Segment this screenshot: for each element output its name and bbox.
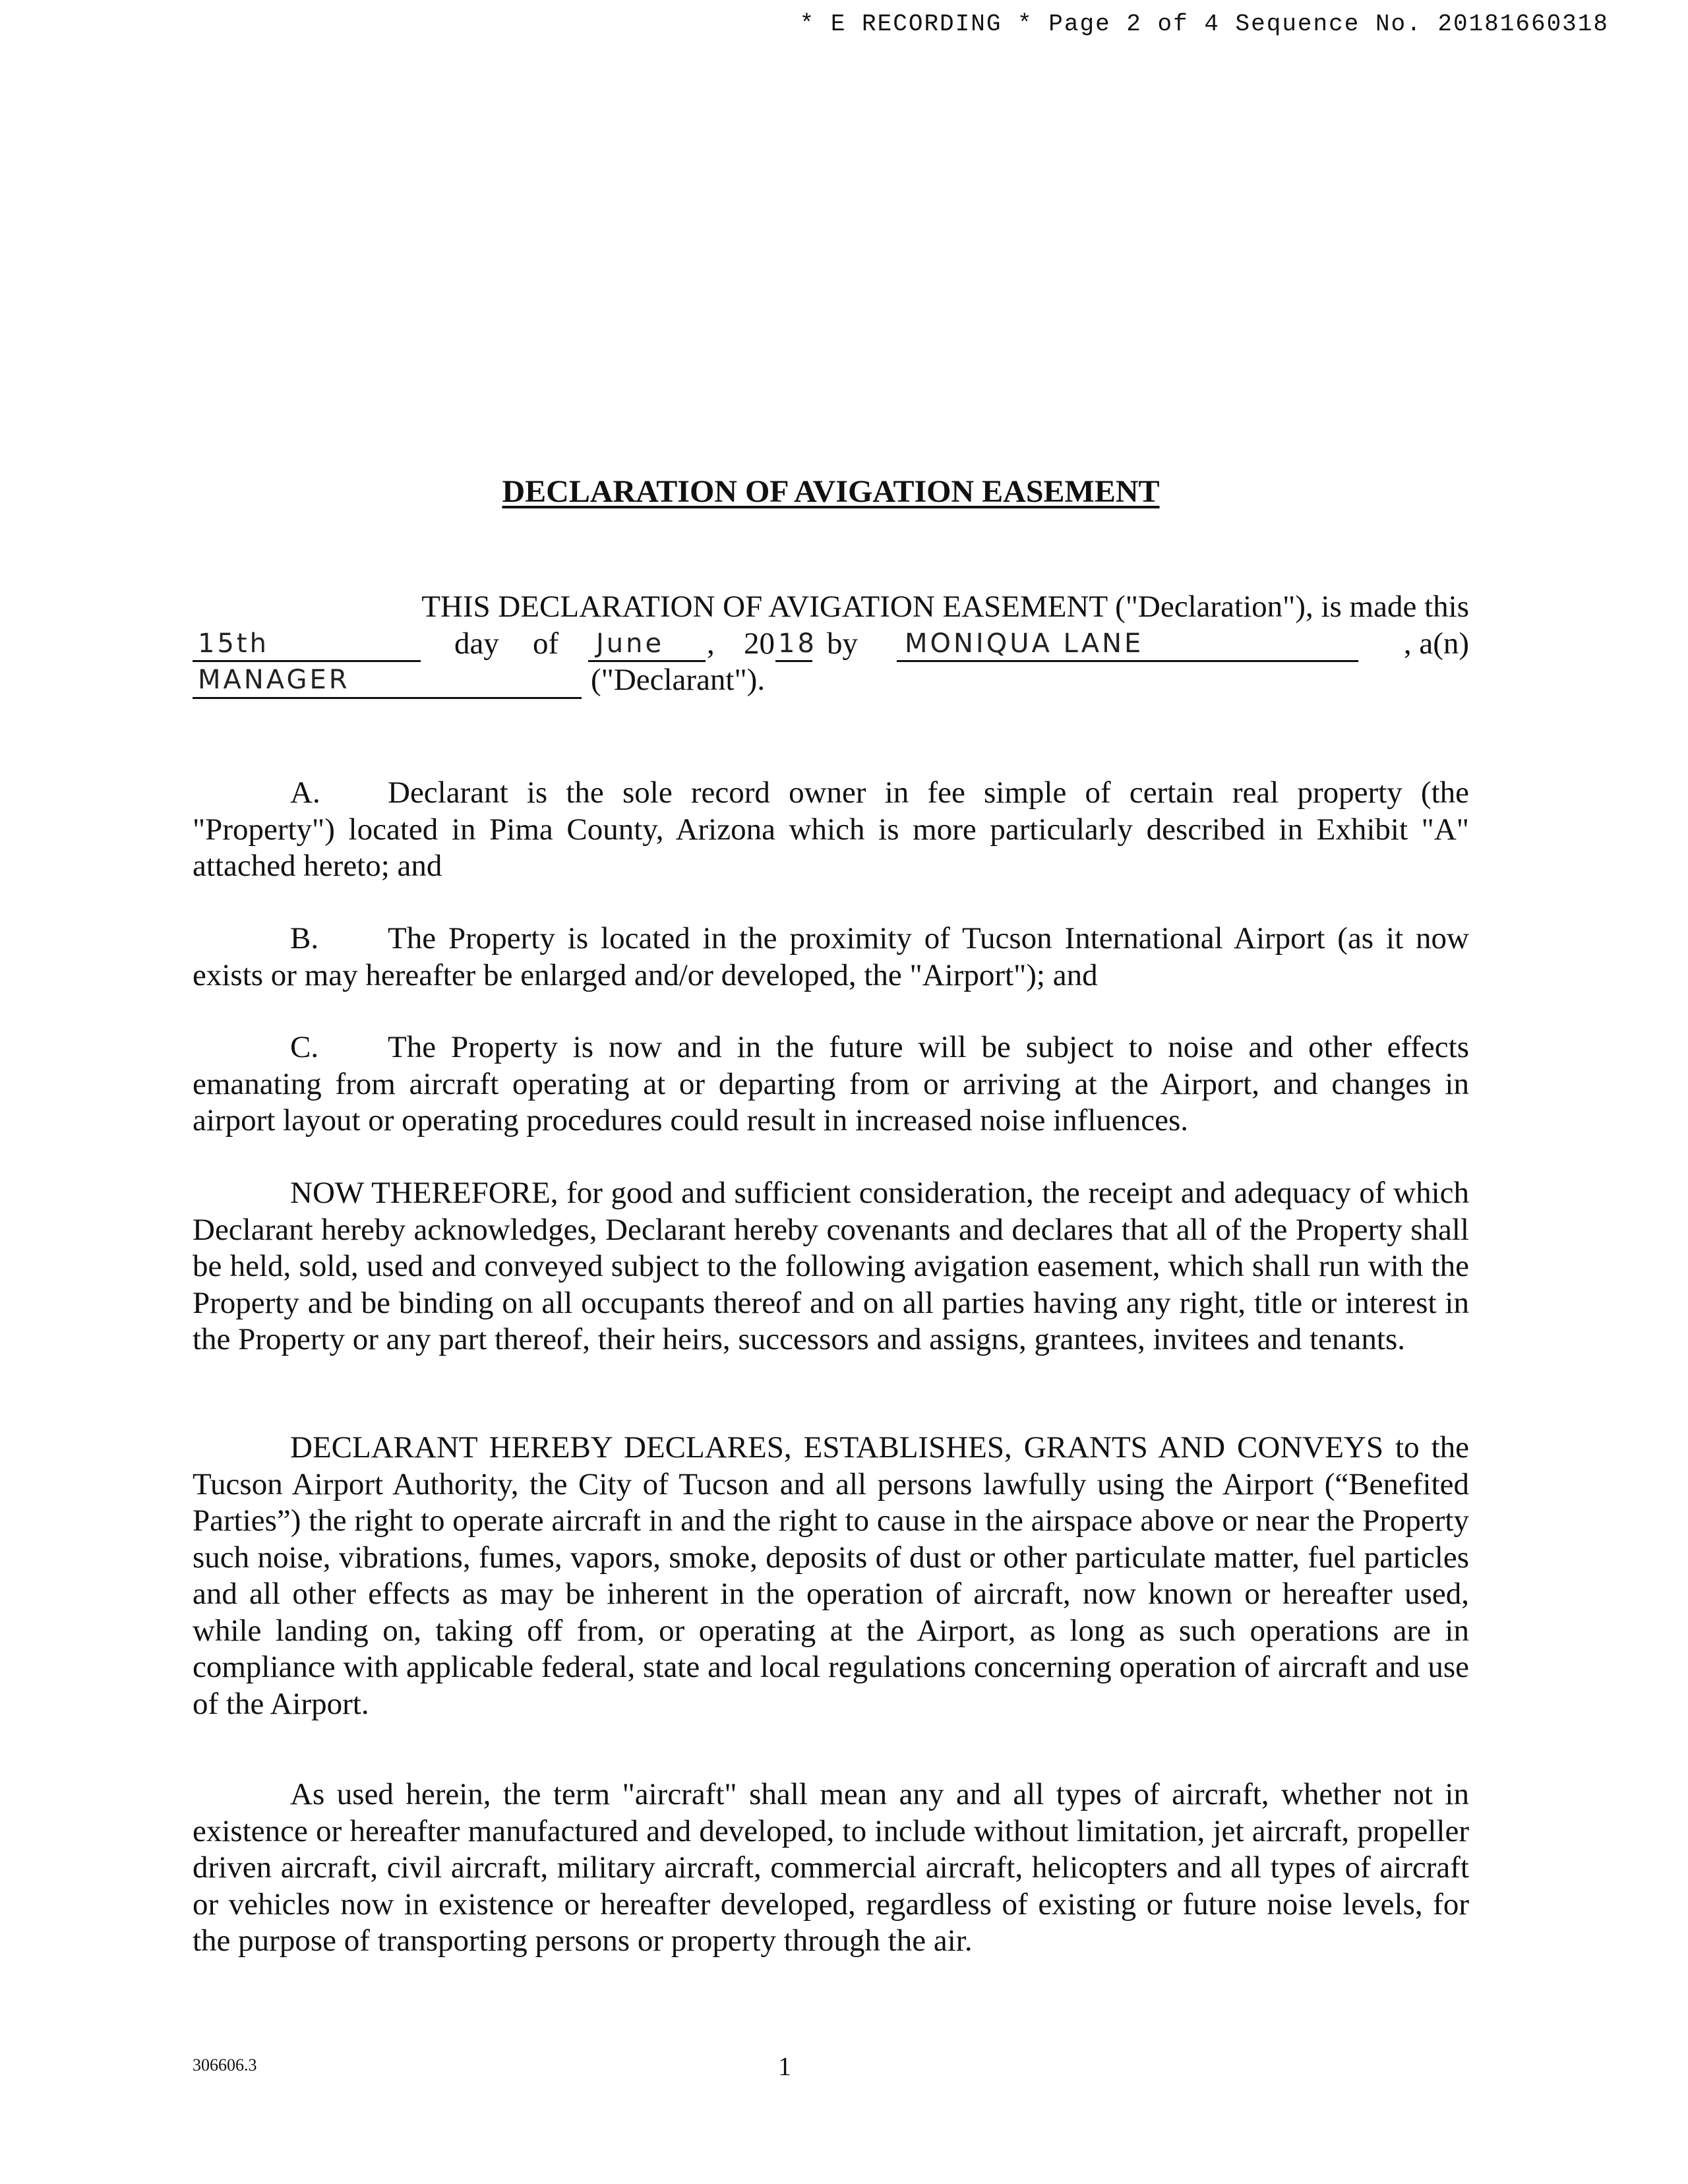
handwritten-title: MANAGER xyxy=(198,665,350,695)
recital-label: A. xyxy=(290,775,320,810)
handwritten-month: June xyxy=(596,628,665,659)
handwritten-day: 15th xyxy=(198,628,269,659)
recital-b xyxy=(193,921,1469,994)
grant-text: DECLARANT HEREBY DECLARES, ESTABLISHES, GRANTS AND CONVEYS to the Tucson Airport Authority, the City of Tucson and all persons lawfully using the Airport (“Benefited Parties”) the right to operate aircraft in and the right to cause in the airspace above or near the Property such noise, vibrations, fumes, vapors, smoke, deposits of dust or other particulate matter, fuel particles and all other effects as may be inherent in the operation of aircraft, now known or hereafter used, while landing on, taking off from, or operating at the Airport, as long as such operations are in compliance with applicable federal, state and local regulations concerning operation of aircraft and use of the Airport. xyxy=(193,1430,1469,1721)
by-word: by xyxy=(827,626,858,661)
recital-text: The Property is located in the proximity of Tucson International Airport (as it now exists or may hereafter be enlarged and/or developed, the "Airport"); and xyxy=(193,921,1469,992)
recital-label: C. xyxy=(290,1030,319,1064)
declarant-suffix: ("Declarant"). xyxy=(591,663,766,697)
recital-text: Declarant is the sole record owner in fee simple of certain real property (the "Property") located in Pima County, Arizona which is more particularly described in Exhibit "A" attached hereto; and xyxy=(193,775,1469,883)
recital-c xyxy=(193,1029,1469,1139)
handwritten-year: 18 xyxy=(778,628,817,659)
now-therefore-text: NOW THEREFORE, for good and sufficient consideration, the receipt and adequacy of which Declarant hereby acknowledges, Declarant hereby covenants and declares that all of the Property shall be held, sold, used and conveyed subject to the following avigation easement, which shall run with the Property and be binding on all occupants thereof and on all parties having any right, title or interest in the Property or any part thereof, their heirs, successors and assigns, grantees, invitees and tenants. xyxy=(193,1176,1469,1356)
intro-lead: THIS DECLARATION OF AVIGATION EASEMENT ("Declaration"), is made this xyxy=(421,590,1469,624)
recital-text: The Property is now and in the future will be subject to noise and other effects emanating from aircraft operating at or departing from or arriving at the Airport, and changes in airport layout or operating procedures could result in increased noise influences. xyxy=(193,1030,1469,1138)
recital-label: B. xyxy=(290,921,319,956)
recording-header: * E RECORDING * Page 2 of 4 Sequence No. 20181660318 xyxy=(799,11,1609,38)
grant-paragraph xyxy=(193,1430,1469,1722)
now-therefore-paragraph xyxy=(193,1175,1469,1358)
document-id: 306606.3 xyxy=(193,2055,257,2075)
aircraft-definition-text: As used herein, the term "aircraft" shall mean any and all types of aircraft, whether not in existence or hereafter manufactured and developed, to include without limitation, jet aircraft, propeller driven aircraft, civil aircraft, military aircraft, commercial aircraft, helicopters and all types of aircraft or vehicles now in existence or hereafter developed, regardless of existing or future noise levels, for the purpose of transporting persons or property through the air. xyxy=(193,1777,1469,1958)
intro-fill-row-1: 15th day of June , 20 18 by MONIQUA LANE , a(n) xyxy=(193,626,1469,663)
document-title: DECLARATION OF AVIGATION EASEMENT xyxy=(502,474,1160,509)
intro-fill-row-2 xyxy=(193,662,1469,699)
page-number: 1 xyxy=(778,2051,791,2081)
recital-a xyxy=(193,775,1469,885)
of-word: of xyxy=(533,626,559,661)
entity-suffix: , a(n) xyxy=(1403,626,1469,661)
intro-block xyxy=(193,589,1469,699)
year-prefix: 20 xyxy=(744,626,775,661)
day-word: day xyxy=(454,626,499,661)
handwritten-name: MONIQUA LANE xyxy=(905,628,1144,659)
aircraft-definition-paragraph xyxy=(193,1776,1469,1960)
